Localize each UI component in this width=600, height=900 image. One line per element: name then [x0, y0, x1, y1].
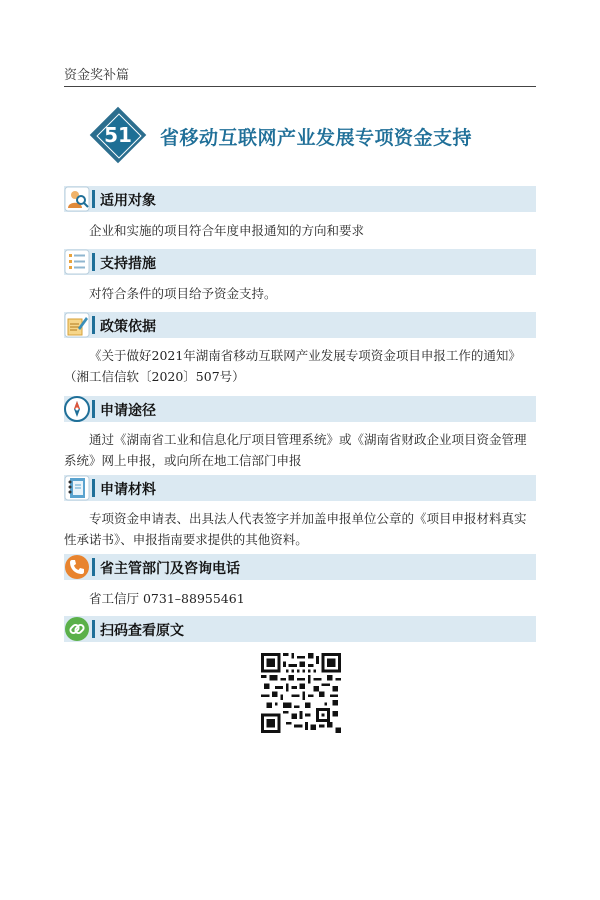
- title-block: [92, 109, 542, 167]
- header-rule: [64, 86, 536, 87]
- notebook-icon: [64, 475, 90, 501]
- qr-code[interactable]: [261, 653, 341, 733]
- section-body: 对符合条件的项目给予资金支持。: [89, 286, 277, 301]
- section-separator: [92, 316, 95, 334]
- running-head: 资金奖补篇: [64, 68, 130, 83]
- link-icon: [64, 616, 90, 642]
- section-header-support: [64, 249, 536, 275]
- section-title: 申请材料: [100, 482, 156, 498]
- section-title: 适用对象: [100, 193, 156, 209]
- section-header-route: [64, 396, 536, 422]
- document-edit-icon: [64, 312, 90, 338]
- section-body: 省工信厅 0731–88955461: [89, 591, 245, 606]
- section-title: 支持措施: [100, 256, 156, 272]
- section-header-policy: [64, 312, 536, 338]
- section-header-target: [64, 186, 536, 212]
- section-body: 《关于做好2021年湖南省移动互联网产业发展专项资金项目申报工作的通知》（湘工信信软〔2020〕507号）: [64, 348, 521, 384]
- section-body: 企业和实施的项目符合年度申报通知的方向和要求: [89, 223, 365, 238]
- section-header-contact: [64, 554, 536, 580]
- section-separator: [92, 400, 95, 418]
- section-body: 专项资金申请表、出具法人代表签字并加盖申报单位公章的《项目申报材料真实性承诺书》、申报指南要求提供的其他资料。: [64, 511, 527, 547]
- compass-icon: [64, 396, 90, 422]
- section-separator: [92, 190, 95, 208]
- section-body: 通过《湖南省工业和信息化厅项目管理系统》或《湖南省财政企业项目资金管理系统》网上申报，或向所在地工信部门申报: [64, 432, 527, 468]
- section-header-scan: [64, 616, 536, 642]
- section-title: 省主管部门及咨询电话: [100, 561, 240, 577]
- section-separator: [92, 558, 95, 576]
- section-separator: [92, 253, 95, 271]
- page-title: 省移动互联网产业发展专项资金支持: [160, 127, 473, 149]
- person-search-icon: [64, 186, 90, 212]
- section-separator: [92, 620, 95, 638]
- section-title: 扫码查看原文: [100, 623, 184, 639]
- section-header-materials: [64, 475, 536, 501]
- list-icon: [64, 249, 90, 275]
- section-separator: [92, 479, 95, 497]
- section-title: 政策依据: [100, 319, 156, 335]
- section-title: 申请途径: [100, 403, 156, 419]
- phone-icon: [64, 554, 90, 580]
- title-number: 51: [104, 123, 132, 147]
